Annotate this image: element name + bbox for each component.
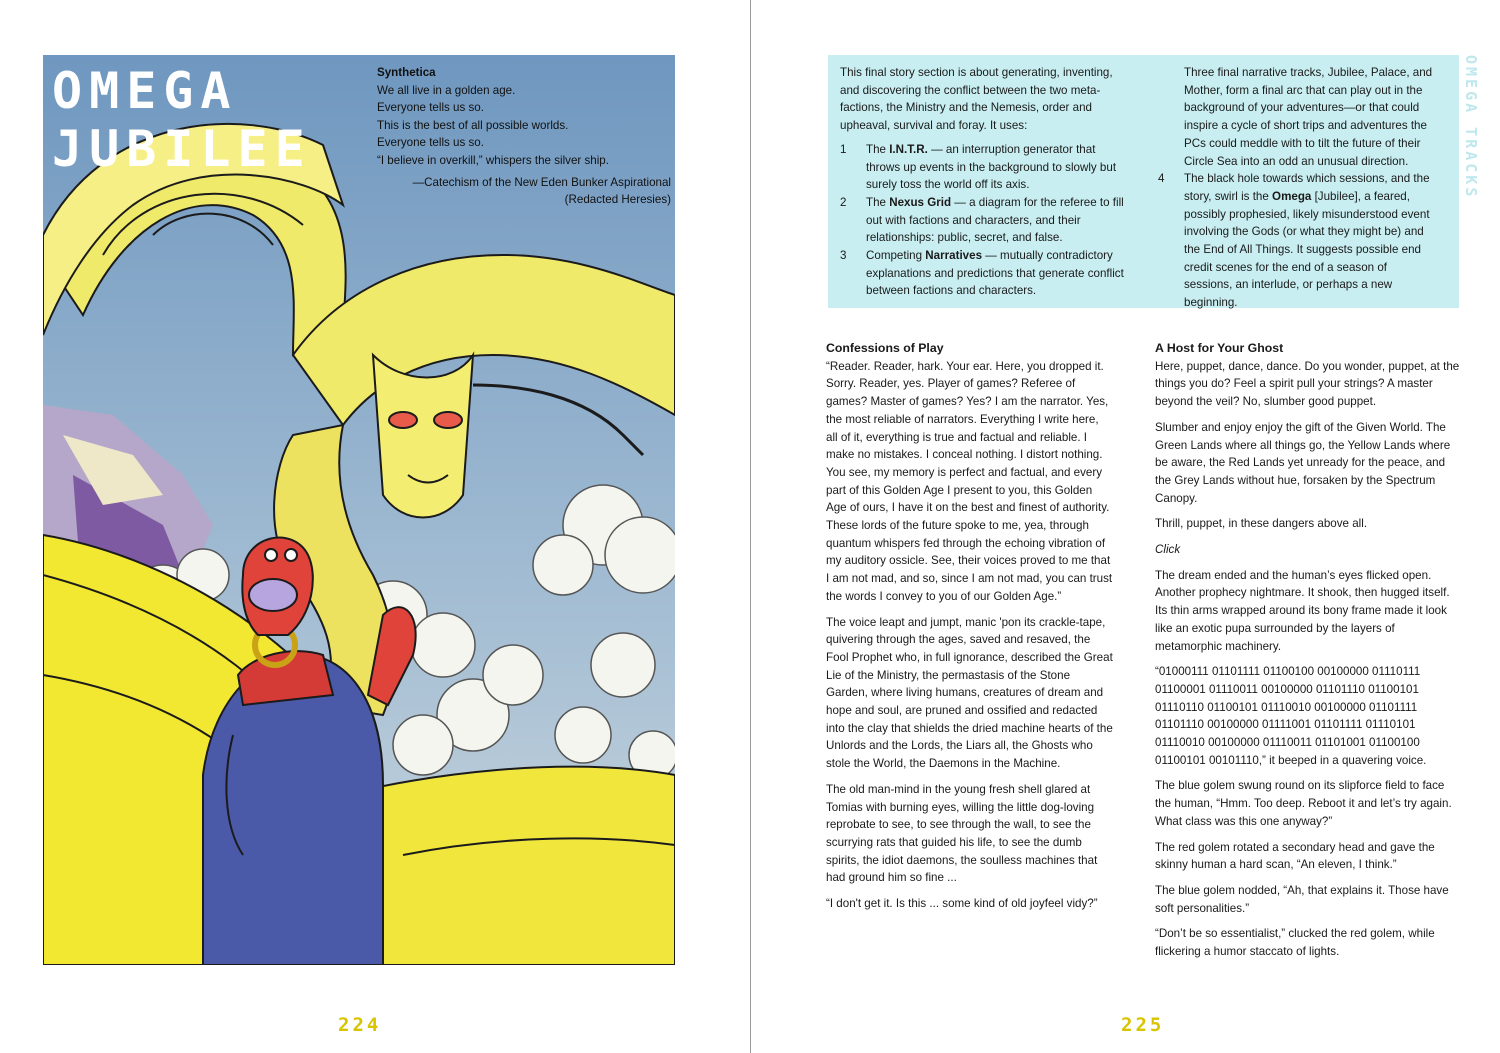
item-term: Nexus Grid (889, 195, 952, 209)
epigraph-line: We all live in a golden age. (377, 83, 516, 97)
confessions-column (826, 340, 1113, 921)
body-paragraph: Thrill, puppet, in these dangers above all. (1155, 517, 1368, 531)
host-column (1155, 340, 1461, 969)
item-number: 3 (840, 249, 847, 263)
intro-list-item-4 (1158, 170, 1438, 312)
body-paragraph: The red golem rotated a secondary head and gave the skinny human a hard scan, “An eleven, I think.” (1155, 840, 1435, 872)
epigraph-line: This is the best of all possible worlds. (377, 118, 569, 132)
intro-box (828, 55, 1459, 308)
epigraph-line: Everyone tells us so. (377, 136, 484, 150)
epigraph-attribution-line-2: (Redacted Heresies) (564, 193, 671, 207)
intro-list-item-3 (840, 247, 1128, 300)
right-page (751, 0, 1500, 1053)
item-number: 2 (840, 195, 847, 209)
item-continuation-text: Three final narrative tracks, Jubilee, Palace, and Mother, form a final arc that can play out in the background of your adventures—or that could inspire a cycle of short trips and adventures the PCs could meddle with to tilt the future of their Circle Sea into an odd an unusual direction. (1184, 66, 1433, 168)
section-side-tab: OMEGA TRACKS (1462, 55, 1480, 200)
epigraph-title: Synthetica (377, 66, 436, 79)
intro-paragraph: This final story section is about generating, inventing, and discovering the conflict between the two meta-factions, the Ministry and the Nemesis, order and upheaval, survival and foray. It uses: (840, 66, 1113, 133)
host-heading: A Host for Your Ghost (1155, 341, 1284, 355)
intro-column-1 (840, 64, 1128, 300)
item-description: — mutually contradictory explanations and predictions that generate conflict between factions and characters. (866, 249, 1124, 298)
item-number: 1 (840, 142, 847, 156)
chapter-title (52, 62, 312, 178)
item-text (866, 247, 1128, 300)
body-paragraph: “Don’t be so essentialist,” clucked the red golem, while flickering a humor staccato of lights. (1155, 927, 1435, 959)
item-description: [Jubilee], a feared, possibly prophesied, likely misunderstood event involving the Gods (or what they might be) and the End of All Things. It suggests possible end credit scenes for the end of a season of sessions, an interlude, or perhaps a new beginning. (1184, 189, 1430, 310)
body-paragraph: “Reader. Reader, hark. Your ear. Here, you dropped it. Sorry. Reader, yes. Player of games? Referee of games? Master of games? Yes? I am the narrator. Yes, the most reliable of narrators. Everything I write here, all of it, everything is true and factual and reliable. I make no mistakes. I conceal nothing. I distort nothing. You see, my memory is perfect and factual, and every part of this Golden Age I present to you, this Golden Age of ours, I have it on the best and finest of authority. These lords of the future spoke to me, yea, through quantum whispers fed through the echoing vibration of my auditory ossicle. See, their voices proved to me that I am not mad, and so, since I am not mad, you can trust the words I convey to you of our Golden Age.” (826, 359, 1113, 603)
intro-list-item-2 (840, 194, 1128, 247)
body-paragraph: The old man-mind in the young fresh shell glared at Tomias with burning eyes, willing the little dog-loving reprobate to see, to see through the wall, to see the scurrying rats that guided his life, to see the dumb spirits, the idiot daemons, the soulless machines that had ground him so fine ... (826, 782, 1098, 885)
title-line-1: OMEGA (52, 62, 238, 120)
binary-paragraph: “01000111 01101111 01100100 00100000 01110111 01100001 01110011 00100000 01101110 01100101 01110110 01100101 01110010 00100000 01101111 01101110 00100000 01111001 01101111 01110101 01110010 00100000 01110011 01101001 01100100 01100101 00101110,” it beeped in a quavering voice. (1155, 665, 1427, 767)
item-prefix: The (866, 195, 890, 209)
body-paragraph: The dream ended and the human’s eyes flicked open. Another prophecy nightmare. It shook, then hugged itself. Its thin arms wrapped around its bony frame made it look like an exotic pupa surrounded by the layers of metamorphic machinery. (1155, 568, 1450, 653)
body-paragraph: “I don't get it. Is this ... some kind of old joyfeel vidy?” (826, 897, 1098, 911)
body-paragraph: The voice leapt and jumpt, manic 'pon its crackle-tape, quivering through the ages, saved and resaved, the Fool Prophet who, in full ignorance, described the Great Lie of the Ministry, the permastasis of the Stone Garden, where living humans, creatures of dream and hope and soul, are pruned and ossified and redacted into the clay that shields the dried machine hearts of the Unlords and the Lords, the Liars all, the Ghosts who stole the World, the Daemons in the Machine. (826, 615, 1113, 771)
epigraph-attribution (377, 174, 671, 209)
epigraph-line: “I believe in overkill,” whispers the silver ship. (377, 153, 609, 167)
item-term: Narratives (925, 249, 983, 263)
intro-list-continuation (1158, 64, 1438, 170)
item-description: — an interruption generator that throws up events in the background to slowly but surely toss the world off its axis. (866, 142, 1117, 192)
item-prefix: The black hole towards which sessions, and the story, swirl is the (1184, 172, 1430, 203)
body-paragraph: The blue golem swung round on its slipforce field to face the human, “Hmm. Too deep. Reboot it and let’s try again. What class was this one anyway?” (1155, 779, 1452, 828)
item-description: — a diagram for the referee to fill out with factions and characters, and their relationships: public, secret, and false. (866, 195, 1124, 245)
item-term: Omega (1272, 189, 1312, 203)
item-text (1184, 170, 1438, 312)
item-term: I.N.T.R. (889, 142, 928, 156)
epigraph-attribution-line-1: —Catechism of the New Eden Bunker Aspirational (412, 175, 671, 189)
epigraph (377, 64, 671, 209)
body-paragraph: The blue golem nodded, “Ah, that explains it. Those have soft personalities.” (1155, 883, 1449, 915)
confessions-heading: Confessions of Play (826, 341, 944, 355)
page-number-right: 225 (1121, 1014, 1165, 1036)
page-number-left: 224 (338, 1014, 382, 1036)
intro-list-item-1 (840, 141, 1128, 194)
body-paragraph: Here, puppet, dance, dance. Do you wonder, puppet, at the things you do? Feel a spirit pull your strings? A master beyond the veil? No, slumber good puppet. (1155, 359, 1460, 409)
item-number: 4 (1158, 172, 1165, 186)
item-prefix: The (866, 142, 890, 156)
item-text (866, 194, 1128, 247)
click-line: Click (1155, 543, 1181, 557)
item-text (866, 141, 1128, 194)
intro-column-2 (1158, 64, 1438, 312)
item-number-blank (1158, 64, 1184, 170)
epigraph-line: Everyone tells us so. (377, 101, 484, 115)
title-line-2: JUBILEE (52, 120, 312, 178)
item-prefix: Competing (866, 249, 926, 263)
body-paragraph: Slumber and enjoy enjoy the gift of the Given World. The Green Lands where all things go, the Yellow Lands where be aware, the Red Lands yet unready for the peace, and the Grey Lands without hue, forsaken by the Spectrum Canopy. (1155, 420, 1451, 505)
